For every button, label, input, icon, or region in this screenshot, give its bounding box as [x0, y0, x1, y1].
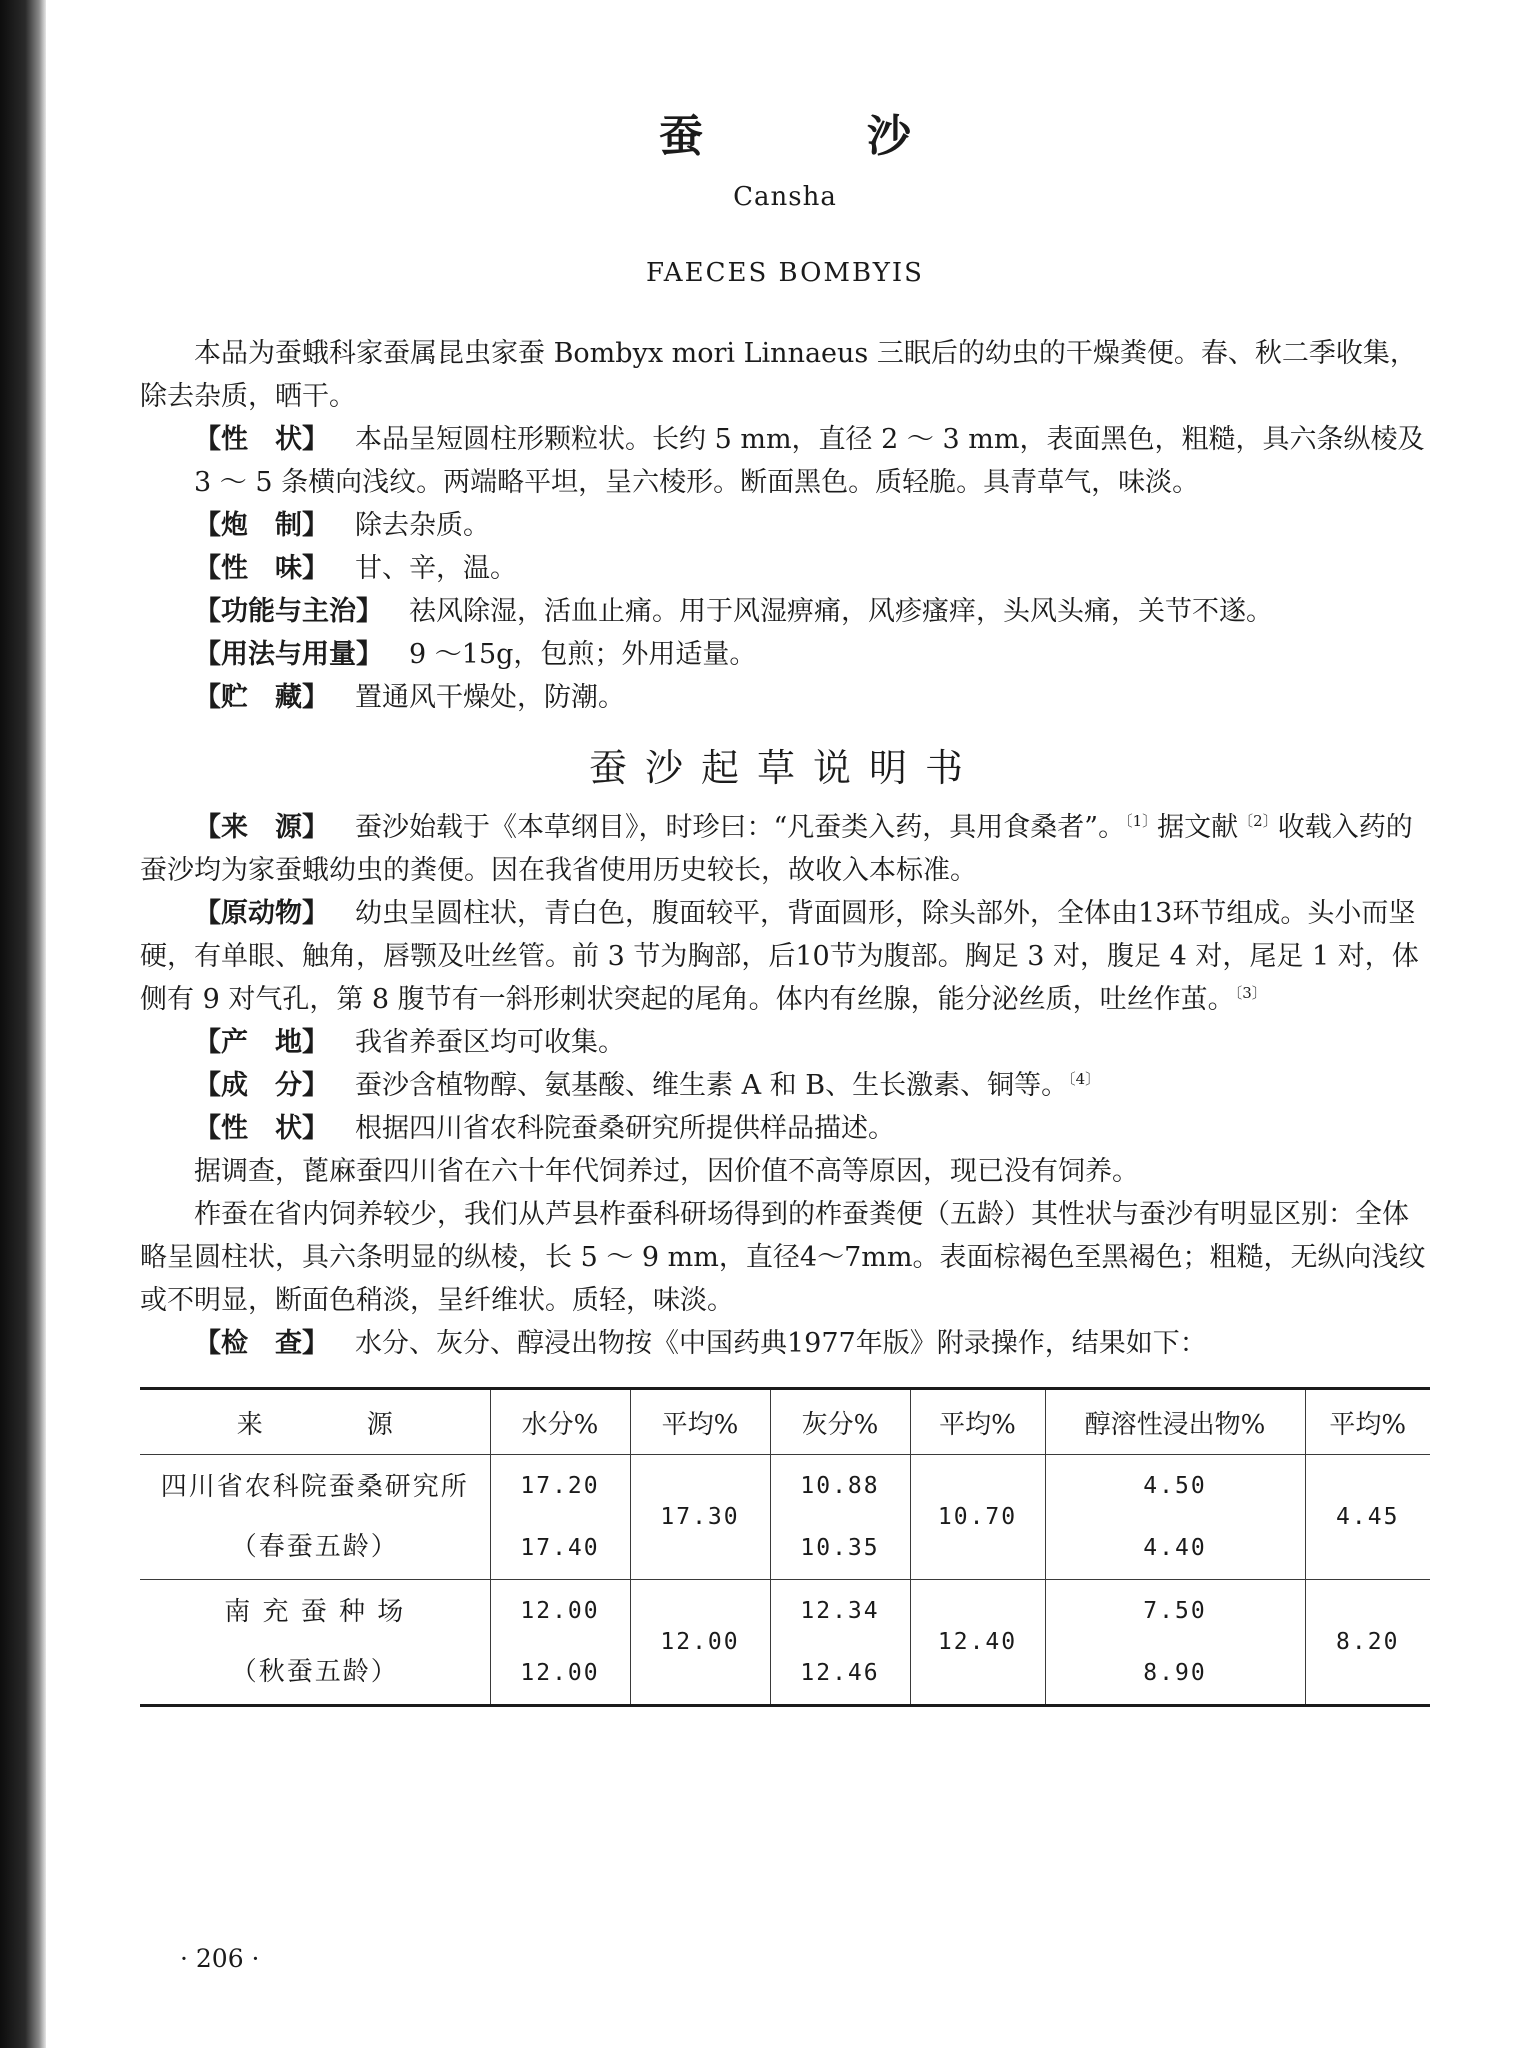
section-label: 【用法与用量】 — [194, 639, 383, 670]
section-animal — [140, 892, 1430, 1021]
latin-name: FAECES BOMBYIS — [646, 258, 924, 288]
extract-value: 8.90 — [1143, 1660, 1207, 1686]
ash-values — [770, 1455, 910, 1580]
monograph-title: 蚕 沙 — [659, 111, 971, 162]
header-extract-avg: 平均% — [1305, 1389, 1430, 1455]
extract-average: 8.20 — [1305, 1580, 1430, 1706]
extract-values — [1045, 1455, 1305, 1580]
section-label: 【性 状】 — [194, 424, 329, 455]
extract-values — [1045, 1580, 1305, 1706]
section-text: 幼虫呈圆柱状，青白色，腹面较平，背面圆形，除头部外，全体由13环节组成。头小而坚硬，有单眼、触角，唇颚及吐丝管。前 3 节为胸部，后10节为腹部。胸足 3 对，腹足 4 对，尾足 1 对，体侧有 9 对气孔，第 8 腹节有一斜形刺状突起的尾角。体内有丝腺，能分泌丝质，吐丝作茧。 — [140, 898, 1419, 1015]
section-text: 我省养蚕区均可收集。 — [355, 1027, 625, 1058]
section-text: 甘、辛，温。 — [355, 553, 517, 584]
section-text: 本品呈短圆柱形颗粒状。长约 5 mm，直径 2 ～ 3 mm，表面黑色，粗糙，具六条纵棱及 3 ～ 5 条横向浅纹。两端略平坦，呈六棱形。断面黑色。质轻脆。具青草气，味淡。 — [194, 424, 1425, 498]
section-nature-taste — [140, 547, 1430, 590]
section-text: 据文献 — [1157, 812, 1239, 843]
section-label: 【来 源】 — [194, 812, 329, 843]
section-label: 【贮 藏】 — [194, 682, 329, 713]
survey-paragraph: 据调查，蓖麻蚕四川省在六十年代饲养过，因价值不高等原因，现已没有饲养。 — [194, 1156, 1139, 1187]
results-table-wrap — [140, 1387, 1430, 1707]
water-value: 17.20 — [520, 1473, 600, 1499]
ash-value: 12.34 — [800, 1598, 880, 1624]
ash-value: 12.46 — [800, 1660, 880, 1686]
row-source — [140, 1455, 490, 1580]
row-source — [140, 1580, 490, 1706]
source-name: 四川省农科院蚕桑研究所 — [160, 1472, 469, 1502]
section-dosage — [140, 633, 1430, 676]
intro-paragraph: 本品为蚕蛾科家蚕属昆虫家蚕 Bombyx mori Linnaeus 三眠后的幼虫的干燥粪便。春、秋二季收集，除去杂质，晒干。 — [140, 338, 1417, 412]
section-appearance — [140, 418, 1430, 504]
section-text: 根据四川省农科院蚕桑研究所提供样品描述。 — [355, 1113, 895, 1144]
section-storage — [140, 676, 1430, 719]
section-composition — [140, 1064, 1430, 1107]
section-text: 置通风干燥处，防潮。 — [355, 682, 625, 713]
book-spine — [0, 0, 46, 2048]
water-values — [490, 1455, 630, 1580]
section-label: 【性 状】 — [194, 1113, 329, 1144]
ash-average: 12.40 — [910, 1580, 1045, 1706]
header-source: 来 源 — [140, 1389, 490, 1455]
header-water-avg: 平均% — [630, 1389, 770, 1455]
section-label: 【炮 制】 — [194, 510, 329, 541]
ash-value: 10.88 — [800, 1473, 880, 1499]
water-values — [490, 1580, 630, 1706]
section-processing — [140, 504, 1430, 547]
reference-mark: 〔2〕 — [1238, 812, 1278, 830]
source-sub: （春蚕五龄） — [230, 1532, 399, 1562]
pinyin-name: Cansha — [733, 182, 837, 212]
section-text: 9 ～15g，包煎；外用适量。 — [409, 639, 757, 670]
section-text: 收载入药的蚕沙均为家蚕蛾幼虫的粪便。因在我省使用历史较长，故收入本标准。 — [140, 812, 1413, 886]
source-sub: （秋蚕五龄） — [230, 1657, 399, 1687]
section-label: 【原动物】 — [194, 898, 329, 929]
header-ash-avg: 平均% — [910, 1389, 1045, 1455]
reference-mark: 〔4〕 — [1068, 1070, 1101, 1088]
water-average: 12.00 — [630, 1580, 770, 1706]
table-header-row — [140, 1389, 1430, 1455]
section-inspection — [140, 1322, 1430, 1365]
section-text: 除去杂质。 — [355, 510, 490, 541]
reference-mark: 〔1〕 — [1125, 812, 1158, 830]
page-content — [140, 100, 1430, 1707]
section-text: 蚕沙始载于《本草纲目》，时珍曰：“凡蚕类入药，具用食桑者”。 — [355, 812, 1126, 843]
extract-value: 4.40 — [1143, 1535, 1207, 1561]
ash-average: 10.70 — [910, 1455, 1045, 1580]
header-water: 水分% — [490, 1389, 630, 1455]
table-row — [140, 1455, 1430, 1580]
header-extract: 醇溶性浸出物% — [1045, 1389, 1305, 1455]
ash-values — [770, 1580, 910, 1706]
table-row — [140, 1580, 1430, 1706]
water-value: 12.00 — [520, 1598, 600, 1624]
results-table — [140, 1387, 1430, 1707]
section-source — [140, 806, 1430, 892]
section-text: 蚕沙含植物醇、氨基酸、维生素 A 和 B、生长激素、铜等。 — [355, 1070, 1069, 1101]
section-text: 水分、灰分、醇浸出物按《中国药典1977年版》附录操作，结果如下： — [355, 1328, 1207, 1359]
ash-value: 10.35 — [800, 1535, 880, 1561]
extract-value: 4.50 — [1143, 1473, 1207, 1499]
section-text: 祛风除湿，活血止痛。用于风湿痹痛，风疹瘙痒，头风头痛，关节不遂。 — [409, 596, 1273, 627]
water-average: 17.30 — [630, 1455, 770, 1580]
source-name: 南 充 蚕 种 场 — [224, 1597, 406, 1627]
section-label: 【功能与主治】 — [194, 596, 383, 627]
tussah-paragraph: 柞蚕在省内饲养较少，我们从芦县柞蚕科研场得到的柞蚕粪便（五龄）其性状与蚕沙有明显区别：全体略呈圆柱状，具六条明显的纵棱，长 5 ～ 9 mm，直径4～7mm。表面棕褐色至黑褐色；粗糙，无纵向浅纹或不明显，断面色稍淡，呈纤维状。质轻，味淡。 — [140, 1199, 1426, 1316]
section-function — [140, 590, 1430, 633]
page-number: · 206 · — [180, 1944, 260, 1973]
explanation-heading: 蚕沙起草说明书 — [588, 746, 981, 790]
extract-average: 4.45 — [1305, 1455, 1430, 1580]
extract-value: 7.50 — [1143, 1598, 1207, 1624]
section-label: 【产 地】 — [194, 1027, 329, 1058]
section-label: 【性 味】 — [194, 553, 329, 584]
section-label: 【成 分】 — [194, 1070, 329, 1101]
section-label: 【检 查】 — [194, 1328, 329, 1359]
header-ash: 灰分% — [770, 1389, 910, 1455]
section-origin — [140, 1021, 1430, 1064]
reference-mark: 〔3〕 — [1234, 984, 1267, 1002]
water-value: 17.40 — [520, 1535, 600, 1561]
section-appearance-note — [140, 1107, 1430, 1150]
water-value: 12.00 — [520, 1660, 600, 1686]
